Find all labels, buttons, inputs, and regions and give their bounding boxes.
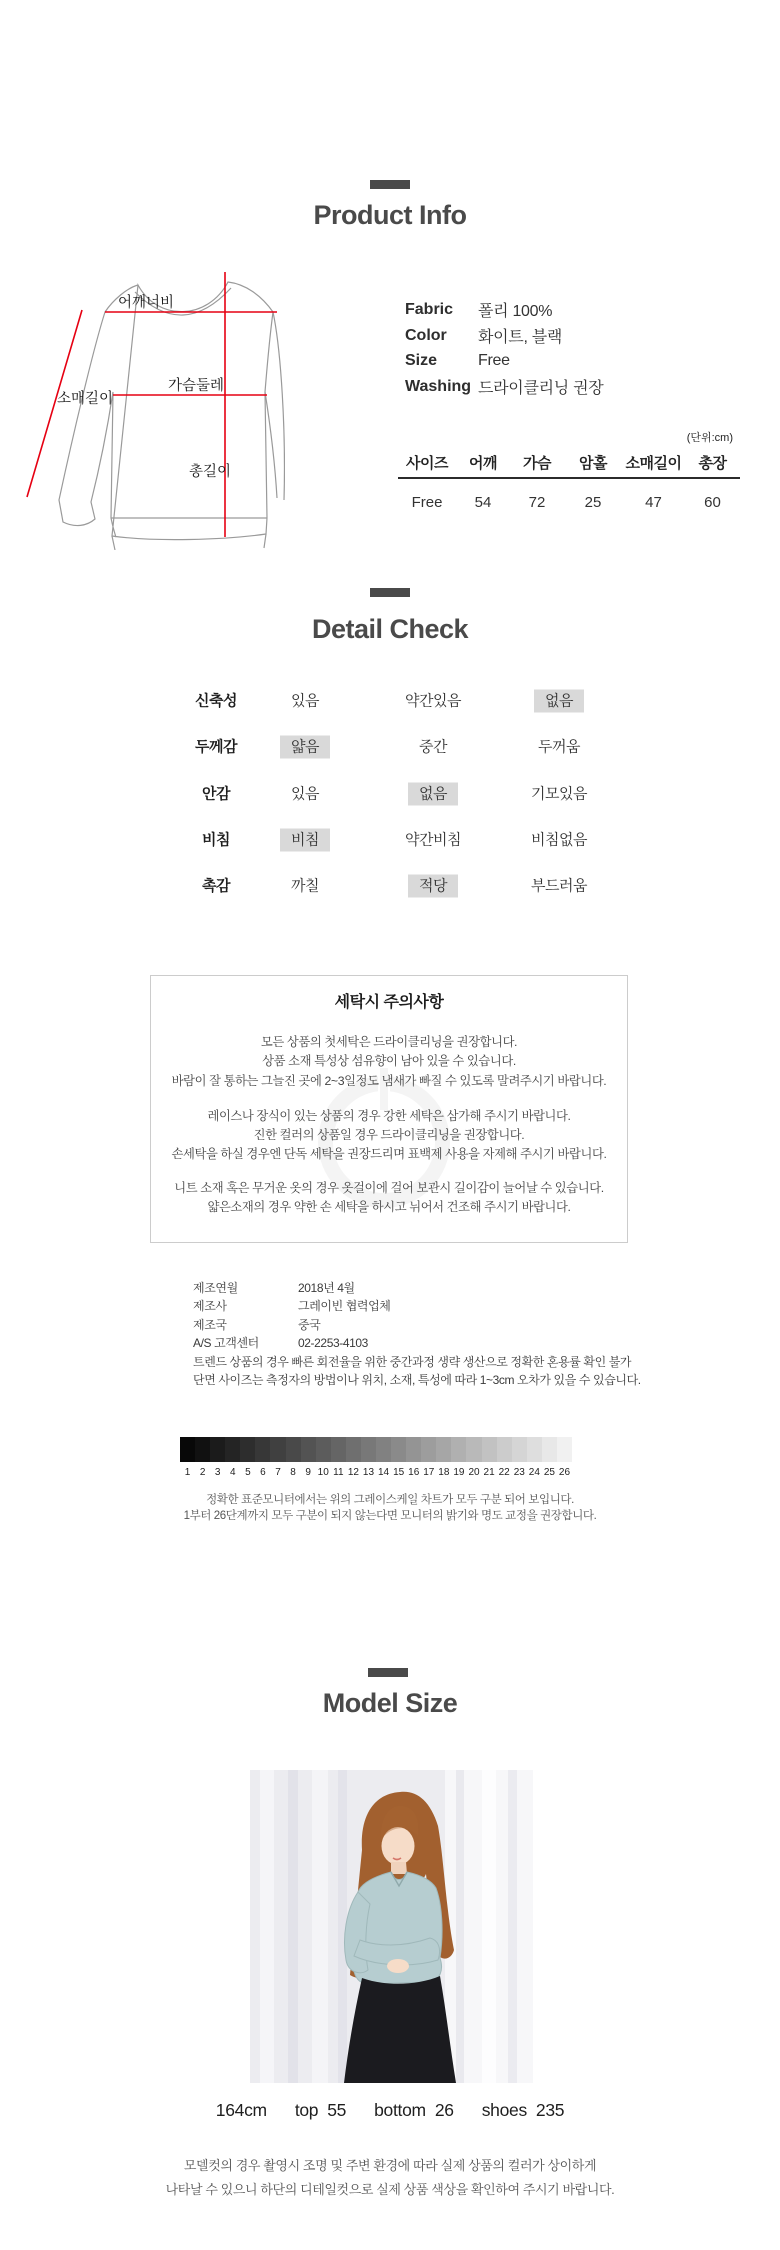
detail-check-title: Detail Check (311, 614, 469, 644)
size-table-cell: 60 (704, 494, 721, 511)
manufacture-row (193, 1279, 641, 1297)
detail-check-option-text: 약간비침 (405, 831, 461, 849)
detail-check-option-text: 중간 (419, 738, 447, 756)
grayscale-caption-line: 정확한 표준모니터에서는 위의 그레이스케일 차트가 모두 구분 되어 보입니다. (206, 1494, 574, 1506)
detail-check-option (372, 829, 494, 850)
detail-check-option-selected: 없음 (408, 782, 458, 805)
manufacture-value: 중국 (298, 1317, 321, 1332)
detail-check-table (0, 677, 780, 908)
fabric-specs (405, 297, 603, 400)
model-measurement-value: 55 (327, 2099, 347, 2120)
spec-row (405, 297, 603, 323)
spec-value: 화이트, 블랙 (478, 329, 563, 347)
manufacture-label: 제조사 (193, 1299, 227, 1314)
model-skirt (344, 1976, 456, 2083)
washing-notice-line: 상품 소재 특성상 섬유향이 남아 있을 수 있습니다. (262, 1054, 516, 1069)
grayscale-step-number: 13 (362, 1467, 375, 1478)
model-size-title: Model Size (322, 1688, 458, 1718)
section-divider-bar (370, 180, 410, 189)
detail-check-label: 두께감 (195, 738, 237, 756)
model-measurement (295, 2100, 346, 2121)
detail-check-option-selected: 얇음 (280, 736, 330, 759)
grayscale-step-number: 26 (558, 1467, 571, 1478)
grayscale-step (391, 1437, 406, 1462)
grayscale-step (406, 1437, 421, 1462)
model-measurement-value: 235 (535, 2099, 565, 2120)
grayscale-step (557, 1437, 572, 1462)
size-table-header-cell: 사이즈 (398, 448, 456, 478)
size-table-header-cell: 암홀 (564, 448, 622, 478)
spec-label: Fabric (405, 300, 454, 318)
washing-notice-line: 모든 상품의 첫세탁은 드라이클리닝을 권장합니다. (260, 1035, 518, 1049)
sweater-measurement-diagram (5, 250, 285, 550)
grayscale-step (286, 1437, 301, 1462)
washing-notice-line: 손세탁을 하실 경우엔 단독 세탁을 권장드리며 표백제 사용을 자제해 주시기 바랍니다. (171, 1147, 607, 1162)
detail-check-label: 촉감 (202, 877, 230, 895)
grayscale-step-number: 18 (438, 1467, 450, 1478)
detail-check-option-text: 비침없음 (531, 831, 587, 849)
washing-notice-line: 진한 컬러의 상품일 경우 드라이클리닝을 권장합니다. (253, 1128, 525, 1143)
grayscale-numbers (180, 1467, 572, 1478)
grayscale-step-number: 8 (290, 1467, 296, 1478)
grayscale-step-number: 16 (408, 1467, 420, 1478)
detail-check-row (0, 677, 780, 723)
grayscale-step (421, 1437, 436, 1462)
grayscale-step (361, 1437, 376, 1462)
detail-check-label: 안감 (202, 785, 230, 803)
manufacture-note: 단면 사이즈는 측정자의 방법이나 위치, 소재, 특성에 따라 1~3cm 오차가 있을 수 있습니다. (193, 1373, 641, 1388)
washing-notice-line: 얇은소재의 경우 약한 손 세탁을 하시고 뉘어서 건조해 주시기 바랍니다. (207, 1200, 571, 1215)
grayscale-step-number: 10 (317, 1467, 329, 1478)
spec-label: Size (405, 352, 438, 370)
manufacture-row (193, 1316, 641, 1334)
detail-check-option-text: 있음 (291, 785, 319, 803)
manufacture-value: 02-2253-4103 (298, 1336, 368, 1351)
grayscale-step (527, 1437, 542, 1462)
grayscale-step-number: 12 (347, 1467, 359, 1478)
size-table-header-row (398, 448, 740, 478)
spec-value: Free (478, 352, 510, 370)
model-measurement (482, 2100, 565, 2121)
grayscale-step-number: 19 (453, 1467, 465, 1478)
detail-check-option (244, 829, 366, 850)
detail-check-option (498, 875, 620, 896)
grayscale-step-number: 24 (528, 1467, 540, 1478)
size-unit-label: (단위:cm) (686, 432, 733, 444)
manufacture-info (193, 1279, 641, 1389)
manufacture-row (193, 1297, 641, 1315)
product-info-title: Product Info (313, 200, 467, 230)
grayscale-step (225, 1437, 240, 1462)
detail-check-option (244, 690, 366, 711)
model-measurement-value: 164cm (215, 2099, 267, 2120)
model-measurement-label: top (294, 2099, 319, 2120)
grayscale-step-number: 1 (184, 1467, 191, 1478)
detail-check-option-selected: 적당 (408, 875, 458, 898)
grayscale-step-number: 9 (305, 1467, 311, 1478)
detail-check-option (498, 829, 620, 850)
spec-row (405, 348, 603, 374)
grayscale-step (180, 1437, 195, 1462)
size-table-cell: 25 (584, 494, 602, 511)
grayscale-step-number: 22 (498, 1467, 510, 1478)
grayscale-step-number: 25 (543, 1467, 555, 1478)
grayscale-chart (180, 1437, 572, 1462)
washing-notice-line: 니트 소재 혹은 무거운 옷의 경우 옷걸이에 걸어 보관시 길이감이 늘어날 수 있습니다. (174, 1180, 604, 1195)
washing-notice-paragraph (151, 1033, 627, 1091)
grayscale-caption-line: 1부터 26단계까지 모두 구분이 되지 않는다면 모니터의 밝기와 명도 교정을 권장합니다. (183, 1510, 597, 1522)
detail-check-option-text: 약간있음 (405, 692, 461, 710)
spec-label: Washing (405, 377, 472, 395)
grayscale-step-number: 23 (513, 1467, 525, 1478)
detail-check-option (372, 736, 494, 757)
grayscale-step (542, 1437, 557, 1462)
manufacture-label: A/S 고객센터 (193, 1336, 259, 1351)
grayscale-step-number: 5 (245, 1467, 251, 1478)
detail-check-option-text: 부드러움 (531, 877, 587, 895)
grayscale-step (255, 1437, 270, 1462)
size-table-cell: 54 (474, 494, 492, 511)
section-divider-bar (368, 1668, 408, 1677)
manufacture-value: 2018년 4월 (298, 1281, 355, 1295)
model-measurement-label: bottom (374, 2099, 426, 2120)
detail-check-option (372, 690, 494, 711)
manufacture-label: 제조국 (193, 1317, 227, 1332)
grayscale-step (240, 1437, 255, 1462)
footer-note-line: 나타날 수 있으니 하단의 디테일컷으로 실제 상품 색상을 확인하여 주시기 바랍니다. (165, 2182, 615, 2197)
size-table-header-cell: 가슴 (510, 448, 564, 478)
grayscale-step-number: 4 (229, 1467, 236, 1478)
detail-check-row (0, 723, 780, 769)
grayscale-step (512, 1437, 527, 1462)
detail-check-option (498, 690, 620, 711)
footer-note-line: 모델컷의 경우 촬영시 조명 및 주변 환경에 따라 실제 상품의 컬러가 상이하게 (183, 2158, 597, 2173)
size-table-header-cell: 소매길이 (622, 448, 685, 478)
grayscale-step (436, 1437, 451, 1462)
washing-notice-paragraphs (151, 1033, 627, 1217)
grayscale-step-number: 21 (483, 1467, 495, 1478)
model-neck (391, 1862, 407, 1874)
grayscale-step-number: 17 (423, 1467, 435, 1478)
detail-check-option-text: 두꺼움 (538, 738, 580, 756)
detail-check-label: 신축성 (195, 692, 237, 710)
sleeve-length-label: 소매길이 (57, 391, 114, 407)
detail-check-option-selected: 비침 (280, 829, 330, 852)
grayscale-step (195, 1437, 210, 1462)
washing-notice-line: 바람이 잘 통하는 그늘진 곳에 2~3일정도 냄새가 빠질 수 있도록 말려주시기 바랍니다. (171, 1073, 607, 1088)
model-measurement-label: shoes (481, 2099, 527, 2120)
grayscale-step-number: 7 (275, 1467, 281, 1478)
grayscale-step (466, 1437, 481, 1462)
manufacture-note: 트렌드 상품의 경우 빠른 회전율을 위한 중간과정 생략 생산으로 정확한 혼용률 확인 불가 (193, 1354, 632, 1369)
washing-notice-line: 레이스나 장식이 있는 상품의 경우 강한 세탁은 삼가해 주시기 바랍니다. (207, 1108, 571, 1123)
spec-row (405, 374, 603, 400)
detail-check-row (0, 770, 780, 816)
grayscale-step (270, 1437, 285, 1462)
grayscale-step (316, 1437, 331, 1462)
grayscale-step-number: 14 (377, 1467, 390, 1478)
model-measurement (374, 2100, 454, 2121)
grayscale-step (482, 1437, 497, 1462)
detail-check-row (0, 862, 780, 908)
grayscale-step (451, 1437, 466, 1462)
spec-row (405, 323, 603, 349)
detail-check-option-text: 있음 (291, 692, 319, 710)
detail-check-option-selected: 없음 (534, 690, 584, 713)
model-measurement (216, 2100, 267, 2121)
sweater-outline (59, 282, 273, 540)
model-hand (387, 1959, 409, 1973)
footer-note (0, 2154, 780, 2202)
grayscale-caption (0, 1492, 780, 1524)
washing-notice-paragraph (151, 1179, 627, 1218)
washing-notice-title: 세탁시 주의사항 (334, 994, 444, 1011)
grayscale-step (497, 1437, 512, 1462)
detail-check-option (498, 736, 620, 757)
size-table-row (398, 478, 740, 526)
grayscale-step-number: 6 (260, 1467, 266, 1478)
detail-check-row (0, 816, 780, 862)
manufacture-row (193, 1334, 641, 1352)
grayscale-step-number: 20 (468, 1467, 480, 1478)
grayscale-step-number: 11 (333, 1467, 344, 1478)
detail-check-option-text: 기모있음 (531, 785, 587, 803)
spec-value: 드라이클리닝 권장 (478, 380, 604, 398)
total-length-label: 총길이 (189, 464, 232, 480)
grayscale-step (376, 1437, 391, 1462)
grayscale-step-number: 15 (393, 1467, 405, 1478)
detail-check-option (244, 875, 366, 896)
manufacture-value: 그레이빈 협력업체 (298, 1299, 391, 1314)
size-table (398, 448, 740, 526)
size-table-cell: 47 (645, 494, 662, 511)
detail-check-option (372, 782, 494, 803)
grayscale-step (210, 1437, 225, 1462)
washing-notice-paragraph (151, 1107, 627, 1165)
shoulder-width-label: 어깨너비 (118, 295, 175, 311)
model-measurement-value: 26 (434, 2099, 454, 2120)
model-photo (250, 1770, 533, 2083)
washing-notice-box (150, 975, 628, 1243)
detail-check-option-text: 까칠 (291, 877, 319, 895)
detail-check-label: 비침 (202, 831, 230, 849)
grayscale-step-number: 3 (214, 1467, 221, 1478)
manufacture-label: 제조연월 (193, 1281, 238, 1295)
detail-check-option (244, 782, 366, 803)
size-table-body (398, 478, 740, 526)
detail-check-option (372, 875, 494, 896)
grayscale-step-number: 2 (199, 1467, 206, 1478)
size-table-cell: 72 (528, 494, 546, 511)
grayscale-step (331, 1437, 346, 1462)
section-divider-bar (370, 588, 410, 597)
detail-check-option (498, 782, 620, 803)
size-table-header-cell: 총장 (685, 448, 740, 478)
chest-label: 가슴둘레 (168, 378, 225, 394)
spec-value: 폴리 100% (478, 303, 553, 321)
grayscale-step (346, 1437, 361, 1462)
spec-label: Color (405, 326, 447, 344)
size-table-cell: Free (411, 494, 443, 511)
grayscale-step (301, 1437, 316, 1462)
detail-check-option (244, 736, 366, 757)
model-measurements (0, 2098, 780, 2122)
size-table-header-cell: 어깨 (456, 448, 510, 478)
